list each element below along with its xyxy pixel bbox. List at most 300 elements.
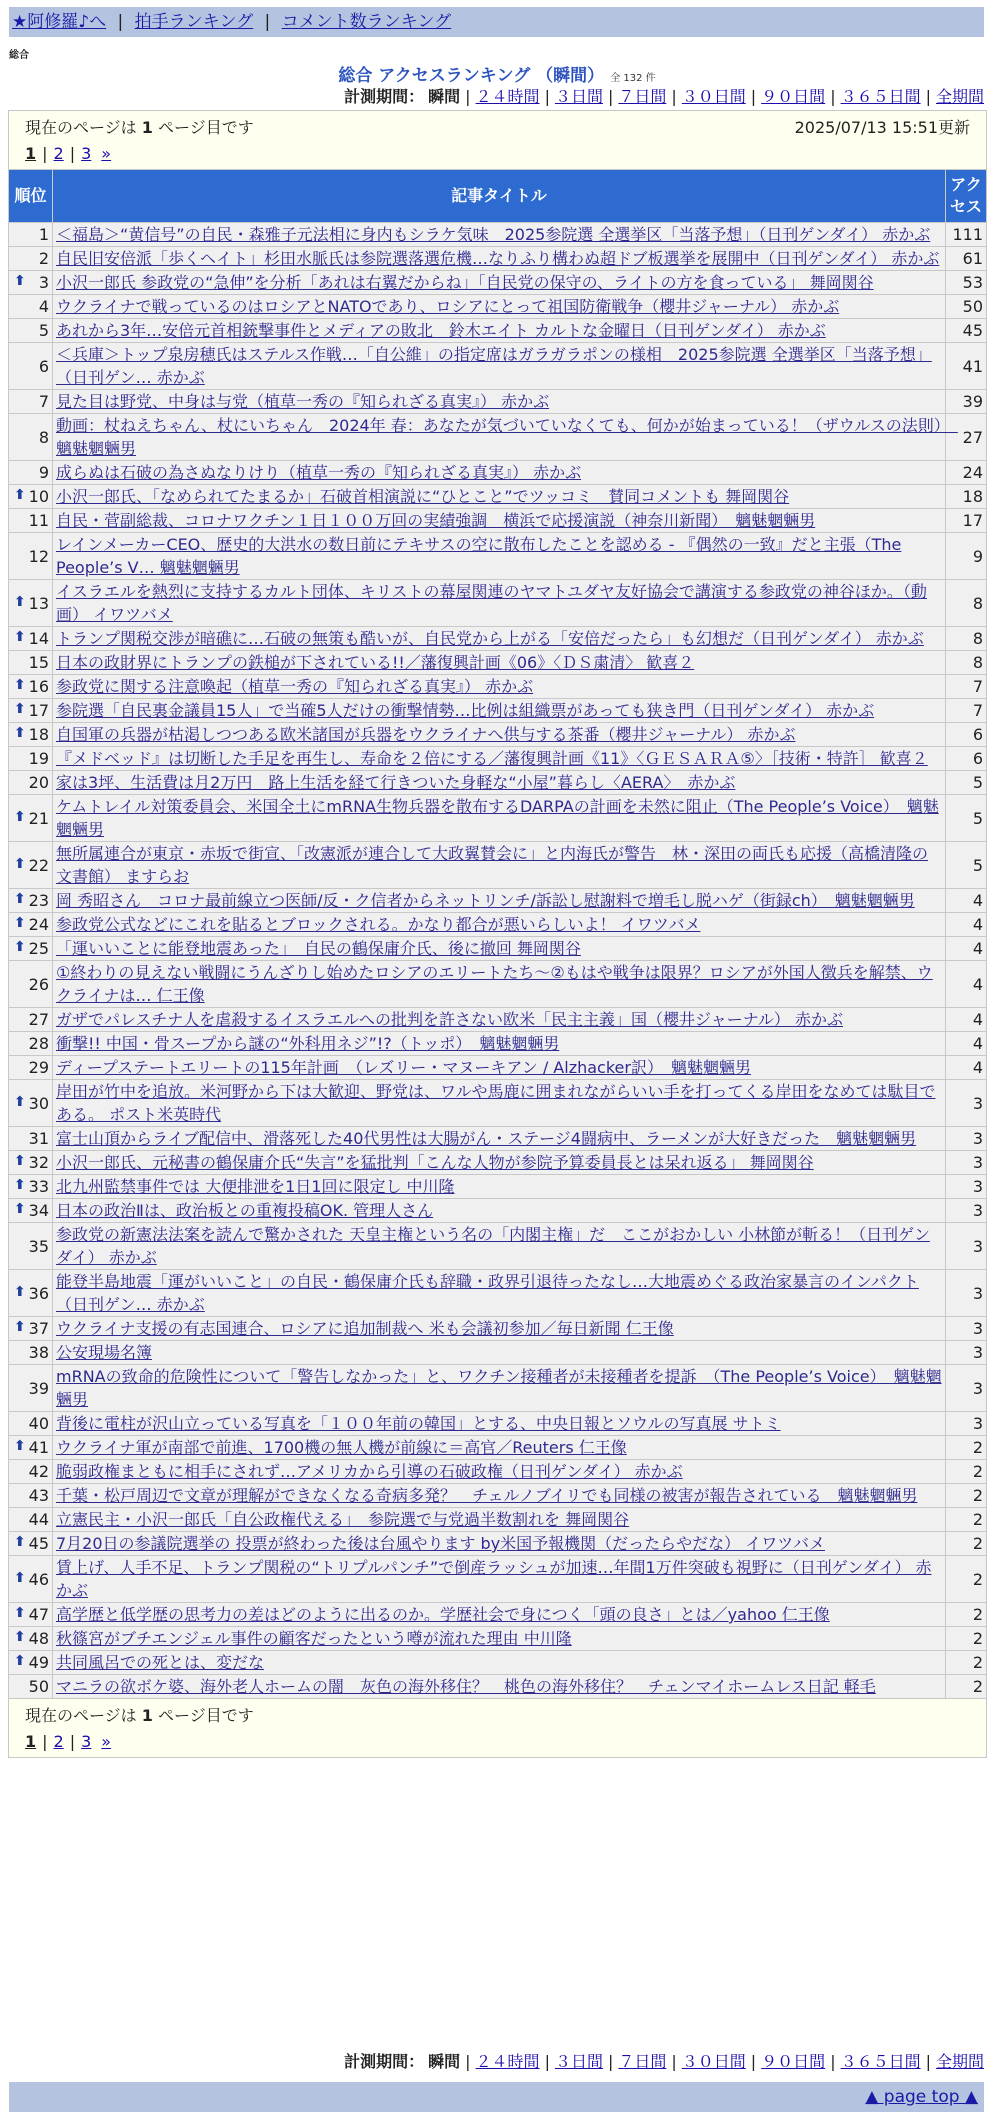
article-link[interactable]: 富士山頂からライブ配信中、滑落死した40代男性は大腸がん・ステージ4闘病中、ラーメンが大好きだった 魑魅魍魎男 [56,1129,917,1148]
rank-number: 41 [28,1438,49,1457]
article-link[interactable]: 千葉・松戸周辺で文章が理解ができなくなる奇病多発？ チェルノブイリでも同様の被害が報告されている 魑魅魍魎男 [56,1486,918,1505]
rank-number: 40 [28,1414,49,1433]
title-cell [53,1436,946,1460]
period-bottom-link[interactable]: ３日間 [554,2052,603,2071]
access-count: 18 [946,485,987,509]
title-cell [53,1199,946,1223]
title-cell [53,485,946,509]
rank-number: 46 [28,1569,49,1589]
access-count: 2 [946,1603,987,1627]
access-count: 2 [946,1651,987,1675]
article-link[interactable]: 動画：杖ねえちゃん、杖にいちゃん 2024年 春：あなたが気づいていなくても、何かが始まっている！（ザウルスの法則） 魑魅魍魎男 [56,416,958,458]
article-link[interactable]: ガザでパレスチナ人を虐殺するイスラエルへの批判を許さない欧米「民主主義」国（櫻井ジャーナル） 赤かぶ [56,1010,844,1029]
article-link[interactable]: 参政党公式などにこれを貼るとブロックされる。かなり都合が悪いらしいよ！ イワツバメ [56,915,701,934]
access-count: 2 [946,1627,987,1651]
rank-cell [9,651,53,675]
rank-number: 14 [28,629,49,648]
table-row [9,390,987,414]
bottom-pagination: 1 | 2 | 3 » [25,1731,112,1751]
access-count: 4 [946,913,987,937]
rank-cell [9,1651,53,1675]
up-arrow-icon: ⬆ [14,273,26,289]
comment-ranking-link[interactable]: コメント数ランキング [281,12,452,32]
table-row [9,509,987,533]
access-count: 17 [946,509,987,533]
rank-cell [9,1603,53,1627]
table-row [9,1412,987,1436]
access-count: 4 [946,961,987,1008]
rank-cell [9,747,53,771]
access-count: 3 [946,1151,987,1175]
title-cell [53,1603,946,1627]
article-link[interactable]: 岸田が竹中を追放。米河野から下は大歓迎、野党は、ワルや馬鹿に囲まれながらいい手を打ってくる岸田をなめては駄目である。 ポスト米英時代 [56,1082,936,1124]
article-link[interactable]: 自民・菅副総裁、コロナワクチン１日１００万回の実績強調 横浜で応援演説（神奈川新聞） 魑魅魍魎男 [56,511,816,530]
access-count: 3 [946,1127,987,1151]
rank-cell [9,1365,53,1412]
article-link[interactable]: 高学歴と低学歴の思考力の差はどのように出るのか。学歴社会で身につく「頭の良さ」とは／yahoo 仁王像 [56,1605,830,1624]
ranking-table [8,110,987,1758]
period-top-link[interactable]: ９０日間 [761,87,826,106]
rank-cell [9,675,53,699]
rank-cell [9,1436,53,1460]
title-cell [53,1675,946,1699]
title-cell [53,1080,946,1127]
article-link[interactable]: 自国軍の兵器が枯渇しつつある欧米諸国が兵器をウクライナへ供与する茶番（櫻井ジャーナル） 赤かぶ [56,725,796,744]
rank-number: 35 [28,1236,49,1256]
article-link[interactable]: ケムトレイル対策委員会、米国全土にmRNA生物兵器を散布するDARPAの計画を未然に阻止（The People’s Voice） 魑魅魍魎男 [56,797,939,839]
table-row [9,747,987,771]
article-link[interactable]: 『メドベッド』は切断した手足を再生し、寿命を２倍にする／藩復興計画《11》〈ＧＥＳＡＲＡ⑤〉［技術・特許］ 歓喜２ [56,749,928,768]
rank-cell [9,414,53,461]
rank-number: 16 [28,677,49,696]
title-cell [53,699,946,723]
rank-cell [9,580,53,627]
period-bottom-link[interactable]: 全期間 [935,2052,984,2071]
article-link[interactable]: ウクライナ支援の有志国連合、ロシアに追加制裁へ 米も会議初参加／毎日新聞 仁王像 [56,1319,674,1338]
article-link[interactable]: 参政党に関する注意喚起（植草一秀の『知られざる真実』） 赤かぶ [56,677,534,696]
table-row [9,1151,987,1175]
rank-number: 6 [38,356,49,376]
rank-number: 42 [28,1462,49,1481]
title-cell [53,723,946,747]
table-row [9,1008,987,1032]
rank-number: 15 [28,653,49,672]
period-bottom-link[interactable]: ７日間 [618,2052,667,2071]
rank-number: 29 [28,1058,49,1077]
table-row [9,913,987,937]
table-row [9,1436,987,1460]
rank-header: 順位 [9,170,53,223]
rank-cell [9,1175,53,1199]
table-row [9,1627,987,1651]
article-link[interactable]: ウクライナで戦っているのはロシアとNATOであり、ロシアにとって祖国防衛戦争（櫻井ジャーナル） 赤かぶ [56,297,840,316]
article-link[interactable]: 秋篠宮がブチエンジェル事件の顧客だったという噂が流れた理由 中川隆 [56,1629,572,1648]
table-row [9,1460,987,1484]
article-link[interactable]: 「運いいことに能登地震あった」 自民の鶴保庸介氏、後に撤回 舞岡関谷 [56,939,581,958]
access-count: 3 [946,1199,987,1223]
table-row [9,1508,987,1532]
title-cell [53,1365,946,1412]
rank-number: 1 [38,225,49,244]
access-count: 7 [946,699,987,723]
title-cell [53,1008,946,1032]
title-cell [53,1317,946,1341]
access-count: 5 [946,771,987,795]
table-row [9,1223,987,1270]
rank-number: 22 [28,855,49,875]
period-top-link[interactable]: 全期間 [935,87,984,106]
rank-number: 36 [28,1283,49,1303]
table-row [9,1199,987,1223]
up-arrow-icon: ⬆ [14,677,26,693]
access-count: 2 [946,1532,987,1556]
period-top-link[interactable]: ３６５日間 [840,87,921,106]
article-link[interactable]: 衝撃!! 中国・骨スープから謎の“外科用ネジ”!?（トッポ） 魑魅魍魎男 [56,1034,560,1053]
rank-cell [9,461,53,485]
article-link[interactable]: mRNAの致命的危険性について「警告しなかった」と、ワクチン接種者が未接種者を提訴 （The People’s Voice） 魑魅魍魎男 [56,1367,942,1409]
bottom-page-info: 現在のページは 1 ページ目です [25,1705,254,1725]
rank-cell [9,1080,53,1127]
article-link[interactable]: 共同風呂での死とは、変だな [56,1653,265,1672]
table-row [9,1365,987,1412]
article-link[interactable]: 見た目は野党、中身は与党（植草一秀の『知られざる真実』） 赤かぶ [56,392,550,411]
article-link[interactable]: あれから3年…安倍元首相銃撃事件とメディアの敗北 鈴木エイト カルトな金曜日（日刊ゲンダイ） 赤かぶ [56,321,826,340]
title-cell [53,461,946,485]
title-cell [53,937,946,961]
article-link[interactable]: 参政党の新憲法法案を読んで驚かされた 天皇主権という名の「内閣主権」だ ここがおかしい 小林節が斬る！（日刊ゲンダイ） 赤かぶ [56,1225,930,1267]
table-row [9,699,987,723]
access-count: 5 [946,795,987,842]
title-cell [53,771,946,795]
table-row [9,1532,987,1556]
page-link[interactable]: 2 [53,143,64,163]
table-row [9,1270,987,1317]
rank-cell [9,533,53,580]
title-cell [53,889,946,913]
rank-cell [9,1032,53,1056]
access-count: 8 [946,627,987,651]
table-row [9,627,987,651]
access-count: 3 [946,1412,987,1436]
top-nav-bar: ★阿修羅♪へ | 拍手ランキング | コメント数ランキング [9,7,984,37]
rank-cell [9,247,53,271]
rank-number: 47 [28,1605,49,1624]
period-top-link[interactable]: ７日間 [618,87,667,106]
up-arrow-icon: ⬆ [14,1153,26,1169]
article-link[interactable]: 自民旧安倍派「歩くヘイト」杉田水脈氏は参院選落選危機…なりふり構わぬ超ドブ板選挙を展開中（日刊ゲンダイ） 赤かぶ [56,249,940,268]
article-link[interactable]: 日本の政治Ⅱは、政治板との重複投稿OK. 管理人さん [56,1201,434,1220]
table-row [9,675,987,699]
up-arrow-icon: ⬆ [14,891,26,907]
rank-cell [9,913,53,937]
access-count: 3 [946,1317,987,1341]
access-count: 50 [946,295,987,319]
article-link[interactable]: ウクライナ軍が南部で前進、1700機の無人機が前線に＝高官／Reuters 仁王像 [56,1438,627,1457]
rank-number: 43 [28,1486,49,1505]
up-arrow-icon: ⬆ [14,808,26,825]
rank-number: 13 [28,593,49,613]
title-cell [53,1532,946,1556]
title-cell [53,1508,946,1532]
rank-number: 21 [28,808,49,828]
title-cell [53,627,946,651]
article-link[interactable]: 無所属連合が東京・赤坂で街宣、「改憲派が連合して大政翼賛会に」と内海氏が警告 林・深田の両氏も応援（高橋清隆の文書館） ますらお [56,844,929,886]
page-link[interactable]: 3 [81,143,92,163]
up-arrow-icon: ⬆ [14,1534,26,1550]
table-row [9,223,987,247]
rank-cell [9,1223,53,1270]
up-arrow-icon: ⬆ [14,725,26,741]
rank-cell [9,509,53,533]
up-arrow-icon: ⬆ [14,1093,26,1110]
rank-cell [9,485,53,509]
rank-cell [9,1199,53,1223]
period-bottom-label: 計測期間： [344,2052,425,2071]
access-count: 27 [946,414,987,461]
rank-number: 50 [28,1677,49,1696]
rank-number: 2 [38,249,49,268]
rank-cell [9,390,53,414]
access-count: 2 [946,1460,987,1484]
rank-cell [9,1460,53,1484]
access-header: アクセス [946,170,987,223]
rank-number: 26 [28,974,49,994]
rank-number: 10 [28,487,49,506]
title-cell [53,223,946,247]
rank-number: 17 [28,701,49,720]
up-arrow-icon: ⬆ [14,1177,26,1193]
article-link[interactable]: 小沢一郎氏 参政党の“急伸”を分析「あれは右翼だからね」「自民党の保守の、ライトの方を食っている」 舞岡関谷 [56,273,874,292]
next-page-link[interactable]: » [101,143,112,163]
article-link[interactable]: 北九州監禁事件では 大便排泄を1日1回に限定し 中川隆 [56,1177,455,1196]
title-cell [53,1460,946,1484]
article-link[interactable]: ＜福島＞“黄信号”の自民・森雅子元法相に身内もシラケ気味 2025参院選 全選挙区「当落予想」（日刊ゲンダイ） 赤かぶ [56,225,931,244]
title-cell [53,1223,946,1270]
rank-number: 3 [38,273,49,292]
access-count: 3 [946,1080,987,1127]
rank-cell [9,1556,53,1603]
access-count: 2 [946,1436,987,1460]
updated-time: 2025/07/13 15:51更新 [794,117,971,137]
access-count: 2 [946,1675,987,1699]
rank-cell [9,1532,53,1556]
title-cell [53,913,946,937]
title-cell [53,319,946,343]
up-arrow-icon: ⬆ [14,1569,26,1586]
access-count: 6 [946,723,987,747]
table-row [9,723,987,747]
title-cell [53,247,946,271]
article-link[interactable]: イスラエルを熱烈に支持するカルト団体、キリストの幕屋関連のヤマトユダヤ友好協会で講演する参政党の神谷ほか。（動画） イワツバメ [56,582,927,624]
rank-number: 7 [38,392,49,411]
article-link[interactable]: 脆弱政権まともに相手にされず…アメリカから引導の石破政権（日刊ゲンダイ） 赤かぶ [56,1462,683,1481]
period-selector-top: 計測期間： 瞬間 | ２４時間 | ３日間 | ７日間 | ３０日間 | ９０日間 | ３６５日間 | 全期間 [344,87,984,106]
period-top-link[interactable]: ２４時間 [475,87,540,106]
rank-cell [9,961,53,1008]
access-count: 3 [946,1341,987,1365]
page-link[interactable]: 3 [81,1731,92,1751]
up-arrow-icon: ⬆ [14,915,26,931]
article-link[interactable]: 日本の政財界にトランプの鉄槌が下されている!!／藩復興計画《06》〈ＤＳ粛清〉 歓喜２ [56,653,695,672]
rank-number: 27 [28,1010,49,1029]
access-count: 5 [946,842,987,889]
article-link[interactable]: 家は3坪、生活費は月2万円 路上生活を経て行きついた身軽な“小屋”暮らし〈AERA〉 赤かぶ [56,773,736,792]
period-top-label: 計測期間： [344,87,425,106]
access-count: 4 [946,937,987,961]
article-link[interactable]: 7月20日の参議院選挙の 投票が終わった後は台風やります by米国予報機関（だったらやだな） イワツバメ [56,1534,825,1553]
access-count: 3 [946,1270,987,1317]
title-cell [53,651,946,675]
article-link[interactable]: 能登半島地震「運がいいこと」の自民・鶴保庸介氏も辞職・政界引退待ったなし…大地震めぐる政治家暴言のインパクト（日刊ゲン… 赤かぶ [56,1272,919,1314]
rank-number: 28 [28,1034,49,1053]
table-row [9,651,987,675]
table-row [9,580,987,627]
access-count: 3 [946,1175,987,1199]
access-count: 3 [946,1365,987,1412]
next-page-link[interactable]: » [101,1731,112,1751]
page-link[interactable]: 2 [53,1731,64,1751]
article-link[interactable]: 公安現場名簿 [56,1343,153,1362]
article-link[interactable]: 背後に電柱が沢山立っている写真を「１００年前の韓国」とする、中央日報とソウルの写真展 サトミ [56,1414,781,1433]
access-count: 39 [946,390,987,414]
rank-number: 49 [28,1653,49,1672]
rank-number: 19 [28,749,49,768]
table-row [9,795,987,842]
rank-cell [9,723,53,747]
access-count: 2 [946,1508,987,1532]
rank-cell [9,343,53,390]
rank-number: 25 [28,939,49,958]
table-row [9,271,987,295]
table-row [9,533,987,580]
up-arrow-icon: ⬆ [14,1629,26,1645]
up-arrow-icon: ⬆ [14,593,26,610]
title-cell [53,1270,946,1317]
access-count: 4 [946,1008,987,1032]
up-arrow-icon: ⬆ [14,855,26,872]
rank-number: 8 [38,427,49,447]
clap-ranking-link[interactable]: 拍手ランキング [134,12,254,32]
title-cell [53,580,946,627]
table-row [9,414,987,461]
up-arrow-icon: ⬆ [14,1605,26,1621]
current-page: 1 [25,1731,37,1751]
article-link[interactable]: マニラの欲ボケ婆、海外老人ホームの闇 灰色の海外移住？ 桃色の海外移住？ チェンマイホームレス日記 軽毛 [56,1677,876,1696]
article-link[interactable]: 賃上げ、人手不足、トランプ関税の“トリプルパンチ”で倒産ラッシュが加速…年間1万件突破も視野に（日刊ゲンダイ） 赤かぶ [56,1558,932,1600]
table-row [9,771,987,795]
access-count: 24 [946,461,987,485]
table-row [9,937,987,961]
title-cell [53,271,946,295]
period-top-current: 瞬間 [428,87,461,106]
access-count: 53 [946,271,987,295]
article-link[interactable]: 小沢一郎氏、元秘書の鶴保庸介氏“失言”を猛批判「こんな人物が参院予算委員長とは呆れ返る」 舞岡関谷 [56,1153,814,1172]
rank-number: 18 [28,725,49,744]
table-row [9,1032,987,1056]
table-row [9,247,987,271]
table-row [9,1127,987,1151]
up-arrow-icon: ⬆ [14,701,26,717]
article-link[interactable]: ①終わりの見えない戦闘にうんざりし始めたロシアのエリートたち～②もはや戦争は限界？ロシアが外国人徴兵を解禁、ウクライナは… 仁王像 [56,963,933,1005]
rank-number: 20 [28,773,49,792]
period-bottom-link[interactable]: ９０日間 [761,2052,826,2071]
current-page: 1 [25,143,37,163]
access-count: 4 [946,1032,987,1056]
access-count: 7 [946,675,987,699]
rank-number: 31 [28,1129,49,1148]
period-top-link[interactable]: ３０日間 [681,87,746,106]
table-row [9,295,987,319]
up-arrow-icon: ⬆ [14,1283,26,1300]
article-link[interactable]: レインメーカーCEO、歴史的大洪水の数日前にテキサスの空に散布したことを認める - 『偶然の一致』だと主張（The People’s V… 魑魅魍魎男 [56,535,902,577]
table-row [9,961,987,1008]
article-link[interactable]: 立憲民主・小沢一郎氏「自公政権代える」 参院選で与党過半数割れを 舞岡関谷 [56,1510,630,1529]
table-row [9,1603,987,1627]
rank-number: 9 [38,463,49,482]
access-count: 2 [946,1556,987,1603]
access-count: 9 [946,533,987,580]
table-row [9,485,987,509]
access-count: 4 [946,1056,987,1080]
rank-number: 33 [28,1177,49,1196]
access-count: 4 [946,889,987,913]
table-row [9,1175,987,1199]
title-cell [53,533,946,580]
article-link[interactable]: 岡 秀昭さん コロナ最前線立つ医師/反・ク信者からネットリンチ/訴訟し慰謝料で増毛し脱ハゲ（街録ch） 魑魅魍魎男 [56,891,915,910]
rank-cell [9,795,53,842]
rank-number: 39 [28,1378,49,1398]
table-row [9,842,987,889]
title-cell [53,1056,946,1080]
access-count: 2 [946,1484,987,1508]
rank-cell [9,271,53,295]
period-bottom-link[interactable]: ２４時間 [475,2052,540,2071]
article-link[interactable]: ＜兵庫＞トップ泉房穂氏はステルス作戦…「自公維」の指定席はガラガラポンの様相 2025参院選 全選挙区「当落予想」（日刊ゲン… 赤かぶ [56,345,932,387]
table-row [9,1317,987,1341]
rank-number: 48 [28,1629,49,1648]
article-link[interactable]: トランプ関税交渉が暗礁に…石破の無策も酷いが、自民党から上がる「安倍だったら」も幻想だ（日刊ゲンダイ） 赤かぶ [56,629,924,648]
title-cell [53,1484,946,1508]
rank-cell [9,1508,53,1532]
title-cell [53,509,946,533]
title-cell [53,390,946,414]
table-row [9,1080,987,1127]
table-row [9,461,987,485]
rank-number: 45 [28,1534,49,1553]
article-link[interactable]: ディープステートエリートの115年計画 （レズリー・マヌーキアン / Alzhacker訳） 魑魅魍魎男 [56,1058,751,1077]
rank-cell [9,1127,53,1151]
title-cell [53,961,946,1008]
home-link[interactable]: ★阿修羅♪へ [12,12,107,32]
article-link[interactable]: 小沢一郎氏、「なめられてたまるか」石破首相演説に“ひとこと”でツッコミ 賛同コメントも 舞岡関谷 [56,487,790,506]
rank-cell [9,699,53,723]
period-bottom-link[interactable]: ３０日間 [681,2052,746,2071]
table-row [9,1675,987,1699]
period-bottom-link[interactable]: ３６５日間 [840,2052,921,2071]
rank-cell [9,627,53,651]
access-count: 8 [946,580,987,627]
article-link[interactable]: 参院選「自民裏金議員15人」で当確5人だけの衝撃情勢…比例は組織票があっても狭き門（日刊ゲンダイ） 赤かぶ [56,701,875,720]
article-link[interactable]: 成らぬは石破の為さぬなりけり（植草一秀の『知られざる真実』） 赤かぶ [56,463,582,482]
title-cell [53,1627,946,1651]
page-top-link[interactable]: ▲ page top ▲ [865,2087,978,2107]
title-cell [53,343,946,390]
title-header: 記事タイトル [53,170,946,223]
rank-number: 12 [28,546,49,566]
access-count: 8 [946,651,987,675]
up-arrow-icon: ⬆ [14,629,26,645]
period-top-link[interactable]: ３日間 [554,87,603,106]
